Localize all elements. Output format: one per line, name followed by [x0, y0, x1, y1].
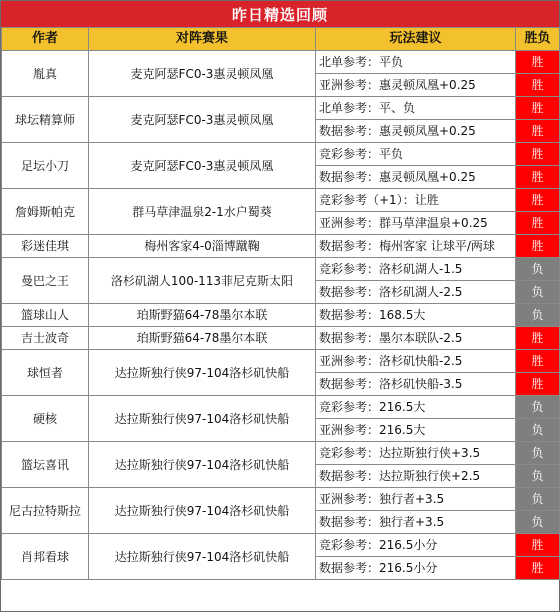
match-cell: 麦克阿瑟FC0-3惠灵顿凤凰 — [89, 97, 316, 143]
table-row — [2, 488, 560, 511]
match-cell: 珀斯野猫64-78墨尔本联 — [89, 327, 316, 350]
result-win-badge: 胜 — [516, 534, 560, 557]
result-lose-badge: 负 — [516, 281, 560, 304]
table-row — [2, 143, 560, 166]
header-author: 作者 — [2, 28, 89, 51]
match-cell: 群马草津温泉2-1水户蜀葵 — [89, 189, 316, 235]
tip-cell: 亚洲参考：216.5大 — [316, 419, 516, 442]
author-cell: 篮球山人 — [2, 304, 89, 327]
author-cell: 曼巴之王 — [2, 258, 89, 304]
result-lose-badge: 负 — [516, 511, 560, 534]
table-row — [2, 304, 560, 327]
result-win-badge: 胜 — [516, 557, 560, 580]
tip-cell: 数据参考：独行者+3.5 — [316, 511, 516, 534]
table-row — [2, 350, 560, 373]
table-row — [2, 327, 560, 350]
tip-cell: 亚洲参考：洛杉矶快船-2.5 — [316, 350, 516, 373]
result-win-badge: 胜 — [516, 373, 560, 396]
tip-cell: 竞彩参考：达拉斯独行侠+3.5 — [316, 442, 516, 465]
result-win-badge: 胜 — [516, 51, 560, 74]
author-cell: 吉士波奇 — [2, 327, 89, 350]
result-lose-badge: 负 — [516, 258, 560, 281]
table-row — [2, 189, 560, 212]
result-lose-badge: 负 — [516, 396, 560, 419]
table-row — [2, 396, 560, 419]
result-win-badge: 胜 — [516, 189, 560, 212]
result-win-badge: 胜 — [516, 212, 560, 235]
result-win-badge: 胜 — [516, 327, 560, 350]
tip-cell: 北单参考：平负 — [316, 51, 516, 74]
tip-cell: 亚洲参考：群马草津温泉+0.25 — [316, 212, 516, 235]
tip-cell: 亚洲参考：惠灵顿凤凰+0.25 — [316, 74, 516, 97]
result-win-badge: 胜 — [516, 166, 560, 189]
result-win-badge: 胜 — [516, 350, 560, 373]
table-row — [2, 235, 560, 258]
header-tip: 玩法建议 — [316, 28, 516, 51]
table-row — [2, 442, 560, 465]
author-cell: 硬核 — [2, 396, 89, 442]
author-cell: 肖邦看球 — [2, 534, 89, 580]
tip-cell: 竞彩参考：洛杉矶湖人-1.5 — [316, 258, 516, 281]
result-lose-badge: 负 — [516, 465, 560, 488]
tip-cell: 数据参考：168.5大 — [316, 304, 516, 327]
tip-cell: 竞彩参考：216.5小分 — [316, 534, 516, 557]
match-cell: 麦克阿瑟FC0-3惠灵顿凤凰 — [89, 51, 316, 97]
result-lose-badge: 负 — [516, 419, 560, 442]
author-cell: 球坛精算师 — [2, 97, 89, 143]
tip-cell: 数据参考：墨尔本联队-2.5 — [316, 327, 516, 350]
result-win-badge: 胜 — [516, 120, 560, 143]
match-cell: 达拉斯独行侠97-104洛杉矶快船 — [89, 350, 316, 396]
tip-cell: 数据参考：惠灵顿凤凰+0.25 — [316, 120, 516, 143]
author-cell: 篮坛喜讯 — [2, 442, 89, 488]
author-cell: 球恒者 — [2, 350, 89, 396]
tip-cell: 数据参考：洛杉矶湖人-2.5 — [316, 281, 516, 304]
tip-cell: 竞彩参考：216.5大 — [316, 396, 516, 419]
tip-cell: 数据参考：洛杉矶快船-3.5 — [316, 373, 516, 396]
match-cell: 洛杉矶湖人100-113菲尼克斯太阳 — [89, 258, 316, 304]
match-cell: 珀斯野猫64-78墨尔本联 — [89, 304, 316, 327]
author-cell: 詹姆斯帕克 — [2, 189, 89, 235]
header-match: 对阵赛果 — [89, 28, 316, 51]
tip-cell: 数据参考：达拉斯独行侠+2.5 — [316, 465, 516, 488]
table-row — [2, 534, 560, 557]
tip-cell: 亚洲参考：独行者+3.5 — [316, 488, 516, 511]
result-lose-badge: 负 — [516, 442, 560, 465]
author-cell: 彩迷佳琪 — [2, 235, 89, 258]
match-cell: 麦克阿瑟FC0-3惠灵顿凤凰 — [89, 143, 316, 189]
match-cell: 达拉斯独行侠97-104洛杉矶快船 — [89, 396, 316, 442]
tip-cell: 北单参考：平、负 — [316, 97, 516, 120]
result-lose-badge: 负 — [516, 488, 560, 511]
result-lose-badge: 负 — [516, 304, 560, 327]
header-row — [2, 28, 560, 51]
table-row — [2, 97, 560, 120]
table-row — [2, 51, 560, 74]
author-cell: 足坛小刀 — [2, 143, 89, 189]
tip-cell: 数据参考：216.5小分 — [316, 557, 516, 580]
tip-cell: 数据参考：梅州客家 让球平/两球 — [316, 235, 516, 258]
tip-cell: 竞彩参考：平负 — [316, 143, 516, 166]
match-cell: 达拉斯独行侠97-104洛杉矶快船 — [89, 442, 316, 488]
result-win-badge: 胜 — [516, 235, 560, 258]
match-cell: 梅州客家4-0淄博蹴鞠 — [89, 235, 316, 258]
tip-cell: 竞彩参考（+1）：让胜 — [316, 189, 516, 212]
author-cell: 胤真 — [2, 51, 89, 97]
board-title: 昨日精选回顾 — [1, 1, 559, 27]
match-cell: 达拉斯独行侠97-104洛杉矶快船 — [89, 534, 316, 580]
tip-cell: 数据参考：惠灵顿凤凰+0.25 — [316, 166, 516, 189]
result-win-badge: 胜 — [516, 74, 560, 97]
author-cell: 尼古拉特斯拉 — [2, 488, 89, 534]
match-cell: 达拉斯独行侠97-104洛杉矶快船 — [89, 488, 316, 534]
result-win-badge: 胜 — [516, 97, 560, 120]
result-win-badge: 胜 — [516, 143, 560, 166]
table-row — [2, 258, 560, 281]
header-result: 胜负 — [516, 28, 560, 51]
picks-table — [1, 27, 560, 580]
picks-body — [2, 51, 560, 580]
